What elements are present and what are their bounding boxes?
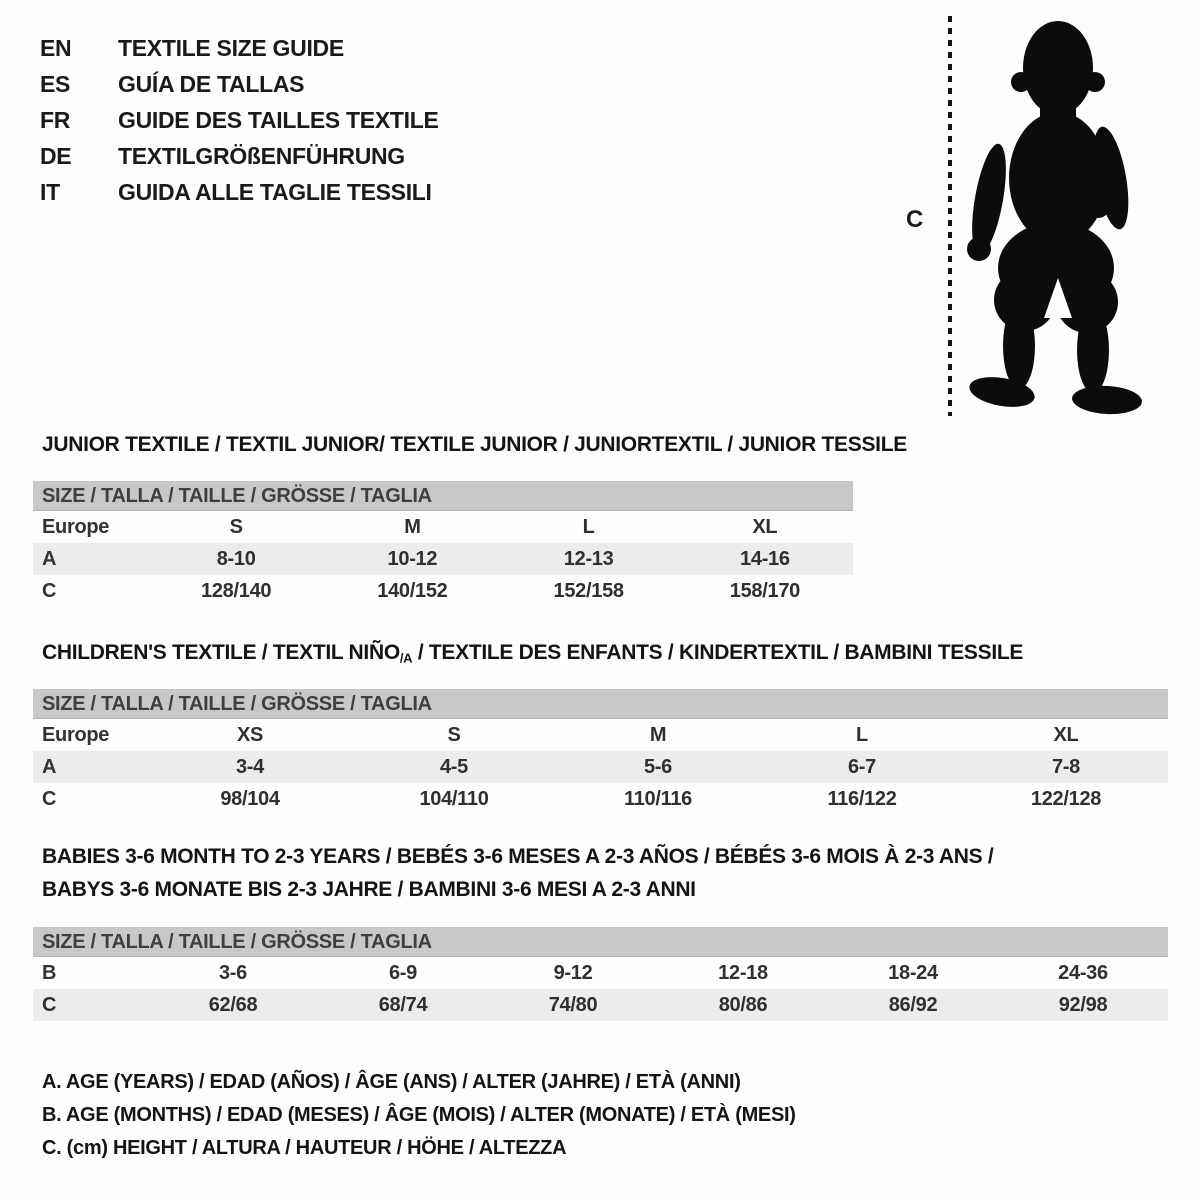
table-header-row [33, 511, 853, 543]
children-title-text: CHILDREN'S TEXTILE / TEXTIL NIÑO [42, 641, 400, 664]
language-title-list [40, 30, 439, 210]
size-header-bar: SIZE / TALLA / TAILLE / GRÖSSE / TAGLIA [33, 927, 1168, 957]
junior-size-table [33, 481, 853, 607]
table-cell: 74/80 [548, 993, 598, 1016]
babies-section-title-line1: BABIES 3-6 MONTH TO 2-3 YEARS / BEBÉS 3-6 MESES A 2-3 AÑOS / BÉBÉS 3-6 MOIS À 2-3 ANS / [42, 845, 994, 868]
table-cell: 92/98 [1058, 993, 1108, 1016]
table-cell: 152/158 [553, 579, 624, 602]
language-row [40, 66, 439, 102]
language-code: EN [40, 34, 72, 61]
language-title: TEXTILE SIZE GUIDE [118, 34, 344, 61]
table-cell: 18-24 [888, 961, 938, 984]
row-label-cell: C [42, 787, 57, 810]
table-cell: 116/122 [827, 787, 897, 810]
language-code: ES [40, 70, 71, 97]
children-title-text: / TEXTILE DES ENFANTS / KINDERTEXTIL / BAMBINI TESSILE [412, 641, 1024, 664]
footnote-b: B. AGE (MONTHS) / EDAD (MESES) / ÂGE (MOIS) / ALTER (MONATE) / ETÀ (MESI) [42, 1104, 796, 1126]
table-cell: 10-12 [387, 547, 438, 570]
table-cell: 8-10 [216, 547, 256, 570]
babies-section-title-line2: BABYS 3-6 MONATE BIS 2-3 JAHRE / BAMBINI 3-6 MESI A 2-3 ANNI [42, 878, 696, 901]
table-row [33, 575, 853, 607]
size-column-header: XL [1053, 723, 1079, 746]
junior-section-title: JUNIOR TEXTILE / TEXTIL JUNIOR/ TEXTILE JUNIOR / JUNIORTEXTIL / JUNIOR TESSILE [42, 433, 907, 456]
table-row [33, 957, 1168, 989]
language-title: GUIDE DES TAILLES TEXTILE [118, 106, 439, 133]
size-header-bar: SIZE / TALLA / TAILLE / GRÖSSE / TAGLIA [33, 481, 853, 511]
table-cell: 98/104 [220, 787, 280, 810]
table-cell: 12-18 [718, 961, 768, 984]
table-cell: 9-12 [553, 961, 593, 984]
region-header-cell: Europe [42, 723, 110, 746]
row-label-cell: C [42, 993, 57, 1016]
table-cell: 6-7 [847, 755, 876, 778]
table-cell: 3-6 [218, 961, 247, 984]
table-cell: 122/128 [1030, 787, 1102, 810]
table-cell: 80/86 [718, 993, 768, 1016]
table-row [33, 543, 853, 575]
row-label-cell: C [42, 579, 57, 602]
table-cell: 5-6 [643, 755, 672, 778]
height-measure-line [948, 16, 952, 416]
table-cell: 7-8 [1051, 755, 1080, 778]
table-cell: 140/152 [377, 579, 448, 602]
children-size-table [33, 689, 1168, 815]
row-label-cell: A [42, 547, 57, 570]
row-label-cell: A [42, 755, 57, 778]
size-column-header: XL [752, 515, 778, 538]
table-cell: 4-5 [439, 755, 468, 778]
children-section-title [42, 641, 1023, 666]
table-header-row [33, 719, 1168, 751]
size-column-header: S [447, 723, 461, 746]
table-cell: 14-16 [740, 547, 790, 570]
table-cell: 86/92 [888, 993, 938, 1016]
footnote-c: C. (cm) HEIGHT / ALTURA / HAUTEUR / HÖHE / ALTEZZA [42, 1137, 567, 1159]
table-cell: 24-36 [1058, 961, 1108, 984]
language-code: IT [40, 178, 60, 205]
footnote-a: A. AGE (YEARS) / EDAD (AÑOS) / ÂGE (ANS) / ALTER (JAHRE) / ETÀ (ANNI) [42, 1071, 741, 1093]
children-title-subscript: /A [399, 650, 413, 666]
size-column-header: L [856, 723, 868, 746]
size-column-header: L [582, 515, 595, 538]
language-title: TEXTILGRÖßENFÜHRUNG [118, 142, 405, 169]
table-row [33, 783, 1168, 815]
size-column-header: M [649, 723, 667, 746]
row-label-cell: B [42, 961, 57, 984]
table-cell: 6-9 [388, 961, 417, 984]
table-cell: 62/68 [208, 993, 258, 1016]
language-code: DE [40, 142, 72, 169]
language-title: GUIDA ALLE TAGLIE TESSILI [118, 178, 432, 205]
size-column-header: S [229, 515, 243, 538]
table-cell: 110/116 [624, 787, 692, 810]
size-column-header: M [404, 515, 421, 538]
language-row [40, 138, 439, 174]
language-row [40, 102, 439, 138]
language-title: GUÍA DE TALLAS [118, 70, 305, 97]
table-cell: 104/110 [419, 787, 489, 810]
table-cell: 12-13 [563, 547, 614, 570]
size-column-header: XS [236, 723, 264, 746]
table-cell: 68/74 [378, 993, 428, 1016]
table-row [33, 989, 1168, 1021]
language-row [40, 174, 439, 210]
height-measure-label: C [906, 206, 924, 233]
table-cell: 3-4 [235, 755, 264, 778]
language-code: FR [40, 106, 71, 133]
table-row [33, 751, 1168, 783]
region-header-cell: Europe [42, 515, 110, 538]
toddler-silhouette-icon [958, 16, 1158, 416]
babies-size-table [33, 927, 1168, 1021]
language-row [40, 30, 439, 66]
table-cell: 158/170 [729, 579, 800, 602]
size-header-bar: SIZE / TALLA / TAILLE / GRÖSSE / TAGLIA [33, 689, 1168, 719]
footnote-legend [42, 1066, 796, 1165]
table-cell: 128/140 [201, 579, 272, 602]
